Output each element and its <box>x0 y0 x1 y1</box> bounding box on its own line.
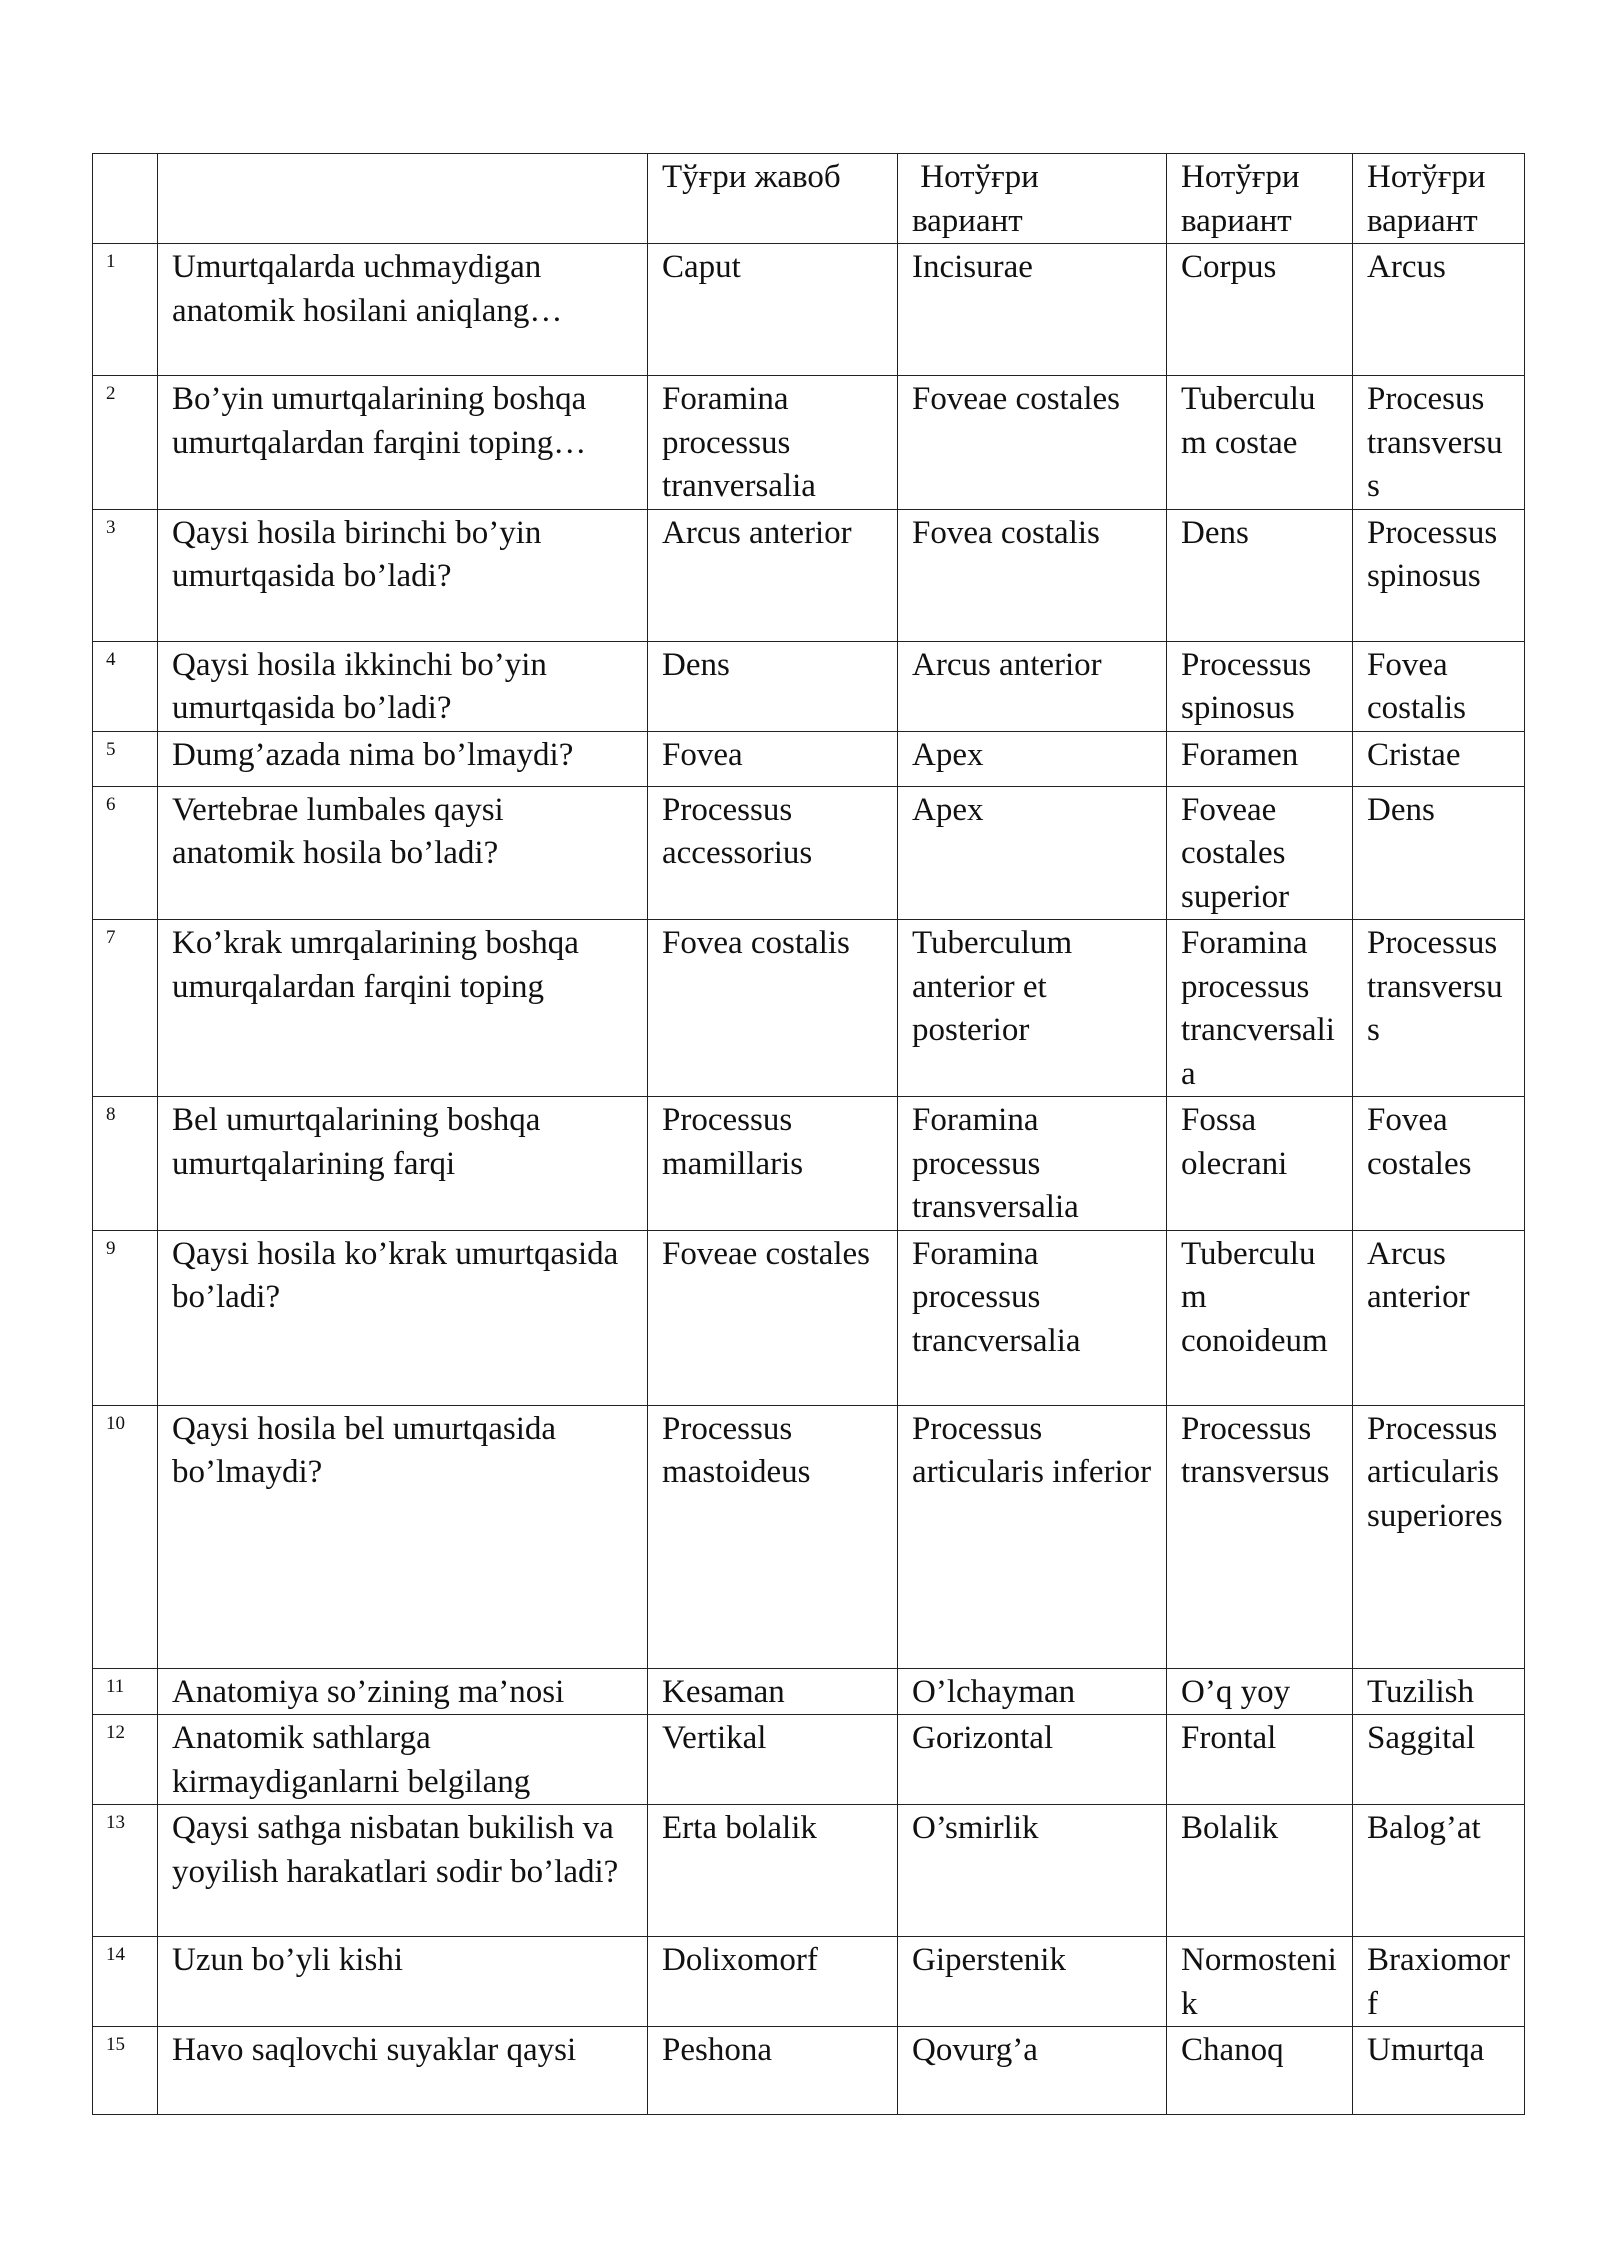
row-number: 14 <box>93 1937 158 2027</box>
wrong-answer-cell-3: Processus spinosus <box>1353 509 1525 641</box>
wrong-answer-cell-1: Foveae costales <box>898 376 1167 510</box>
correct-answer-cell: Caput <box>648 244 898 376</box>
table-row <box>93 1937 1525 2027</box>
question-cell: Umurtqalarda uchmaydigan anatomik hosilani aniqlang… <box>158 244 648 376</box>
question-cell: Qaysi hosila bel umurtqasida bo’lmaydi? <box>158 1405 648 1668</box>
correct-answer-cell: Processus mastoideus <box>648 1405 898 1668</box>
row-number: 9 <box>93 1230 158 1405</box>
wrong-answer-cell-1: Foramina processus trancversalia <box>898 1230 1167 1405</box>
header-cell-question <box>158 154 648 244</box>
wrong-answer-cell-3: Processus transversus <box>1353 920 1525 1097</box>
wrong-answer-cell-1: Foramina processus transversalia <box>898 1097 1167 1231</box>
question-cell: Vertebrae lumbales qaysi anatomik hosila bo’ladi? <box>158 786 648 920</box>
correct-answer-cell: Dolixomorf <box>648 1937 898 2027</box>
table-row <box>93 786 1525 920</box>
wrong-answer-cell-3: Dens <box>1353 786 1525 920</box>
wrong-answer-cell-3: Fovea costalis <box>1353 641 1525 731</box>
wrong-answer-cell-2: Fossa olecrani <box>1167 1097 1353 1231</box>
table-row <box>93 1097 1525 1231</box>
wrong-answer-cell-3: Processus articularis superiores <box>1353 1405 1525 1668</box>
correct-answer-cell: Erta bolalik <box>648 1805 898 1937</box>
wrong-answer-cell-1: O’smirlik <box>898 1805 1167 1937</box>
wrong-answer-cell-2: Tuberculum costae <box>1167 376 1353 510</box>
row-number: 10 <box>93 1405 158 1668</box>
correct-answer-cell: Foveae costales <box>648 1230 898 1405</box>
row-number: 11 <box>93 1668 158 1715</box>
wrong-answer-cell-3: Procesus transversus <box>1353 376 1525 510</box>
header-cell-wrong-3: Нотўғри вариант <box>1353 154 1525 244</box>
question-cell: Qaysi hosila birinchi bo’yin umurtqasida bo’ladi? <box>158 509 648 641</box>
wrong-answer-cell-2: Dens <box>1167 509 1353 641</box>
table-row <box>93 244 1525 376</box>
header-cell-number <box>93 154 158 244</box>
correct-answer-cell: Foramina processus tranversalia <box>648 376 898 510</box>
wrong-answer-cell-2: Frontal <box>1167 1715 1353 1805</box>
wrong-answer-cell-1: Tuberculum anterior et posterior <box>898 920 1167 1097</box>
question-cell: Qaysi hosila ko’krak umurtqasida bo’ladi? <box>158 1230 648 1405</box>
wrong-answer-cell-2: Foramina processus trancversalia <box>1167 920 1353 1097</box>
row-number: 5 <box>93 731 158 786</box>
table-row <box>93 641 1525 731</box>
wrong-answer-cell-1: Apex <box>898 786 1167 920</box>
row-number: 6 <box>93 786 158 920</box>
row-number: 4 <box>93 641 158 731</box>
table-row <box>93 1230 1525 1405</box>
wrong-answer-cell-3: Fovea costales <box>1353 1097 1525 1231</box>
wrong-answer-cell-2: Corpus <box>1167 244 1353 376</box>
correct-answer-cell: Kesaman <box>648 1668 898 1715</box>
wrong-answer-cell-3: Balog’at <box>1353 1805 1525 1937</box>
correct-answer-cell: Arcus anterior <box>648 509 898 641</box>
correct-answer-cell: Processus mamillaris <box>648 1097 898 1231</box>
question-cell: Qaysi sathga nisbatan bukilish va yoyilish harakatlari sodir bo’ladi? <box>158 1805 648 1937</box>
wrong-answer-cell-2: Processus spinosus <box>1167 641 1353 731</box>
question-cell: Bel umurtqalarining boshqa umurtqalarining farqi <box>158 1097 648 1231</box>
question-cell: Uzun bo’yli kishi <box>158 1937 648 2027</box>
wrong-answer-cell-1: Qovurg’a <box>898 2027 1167 2115</box>
row-number: 12 <box>93 1715 158 1805</box>
header-row <box>93 154 1525 244</box>
wrong-answer-cell-2: Foramen <box>1167 731 1353 786</box>
row-number: 8 <box>93 1097 158 1231</box>
wrong-answer-cell-1: Apex <box>898 731 1167 786</box>
wrong-answer-cell-1: Giperstenik <box>898 1937 1167 2027</box>
question-cell: Havo saqlovchi suyaklar qaysi <box>158 2027 648 2115</box>
correct-answer-cell: Fovea costalis <box>648 920 898 1097</box>
correct-answer-cell: Fovea <box>648 731 898 786</box>
wrong-answer-cell-3: Tuzilish <box>1353 1668 1525 1715</box>
correct-answer-cell: Processus accessorius <box>648 786 898 920</box>
wrong-answer-cell-3: Saggital <box>1353 1715 1525 1805</box>
wrong-answer-cell-3: Arcus <box>1353 244 1525 376</box>
row-number: 7 <box>93 920 158 1097</box>
table-row <box>93 1715 1525 1805</box>
row-number: 2 <box>93 376 158 510</box>
wrong-answer-cell-3: Umurtqa <box>1353 2027 1525 2115</box>
question-cell: Dumg’azada nima bo’lmaydi? <box>158 731 648 786</box>
wrong-answer-cell-2: Chanoq <box>1167 2027 1353 2115</box>
correct-answer-cell: Peshona <box>648 2027 898 2115</box>
wrong-answer-cell-1: Fovea costalis <box>898 509 1167 641</box>
wrong-answer-cell-2: Processus transversus <box>1167 1405 1353 1668</box>
header-cell-wrong-1: Нотўғри вариант <box>898 154 1167 244</box>
wrong-answer-cell-1: Processus articularis inferior <box>898 1405 1167 1668</box>
wrong-answer-cell-2: Bolalik <box>1167 1805 1353 1937</box>
correct-answer-cell: Dens <box>648 641 898 731</box>
table-row <box>93 1668 1525 1715</box>
wrong-answer-cell-1: Incisurae <box>898 244 1167 376</box>
table-row <box>93 509 1525 641</box>
wrong-answer-cell-3: Braxiomorf <box>1353 1937 1525 2027</box>
row-number: 3 <box>93 509 158 641</box>
question-cell: Anatomiya so’zining ma’nosi <box>158 1668 648 1715</box>
row-number: 13 <box>93 1805 158 1937</box>
header-cell-wrong-2: Нотўғри вариант <box>1167 154 1353 244</box>
header-cell-correct: Тўғри жавоб <box>648 154 898 244</box>
question-cell: Qaysi hosila ikkinchi bo’yin umurtqasida bo’ladi? <box>158 641 648 731</box>
wrong-answer-cell-1: O’lchayman <box>898 1668 1167 1715</box>
table-row <box>93 920 1525 1097</box>
wrong-answer-cell-2: O’q yoy <box>1167 1668 1353 1715</box>
row-number: 15 <box>93 2027 158 2115</box>
table-row <box>93 1405 1525 1668</box>
table-row <box>93 731 1525 786</box>
wrong-answer-cell-1: Gorizontal <box>898 1715 1167 1805</box>
table-row <box>93 1805 1525 1937</box>
wrong-answer-cell-2: Tuberculum conoideum <box>1167 1230 1353 1405</box>
correct-answer-cell: Vertikal <box>648 1715 898 1805</box>
table-row <box>93 2027 1525 2115</box>
table-row <box>93 376 1525 510</box>
wrong-answer-cell-3: Arcus anterior <box>1353 1230 1525 1405</box>
wrong-answer-cell-1: Arcus anterior <box>898 641 1167 731</box>
wrong-answer-cell-3: Cristae <box>1353 731 1525 786</box>
question-cell: Anatomik sathlarga kirmaydiganlarni belgilang <box>158 1715 648 1805</box>
quiz-table <box>92 153 1525 2115</box>
wrong-answer-cell-2: Normostenik <box>1167 1937 1353 2027</box>
row-number: 1 <box>93 244 158 376</box>
question-cell: Ko’krak umrqalarining boshqa umurqalardan farqini toping <box>158 920 648 1097</box>
wrong-answer-cell-2: Foveae costales superior <box>1167 786 1353 920</box>
question-cell: Bo’yin umurtqalarining boshqa umurtqalardan farqini toping… <box>158 376 648 510</box>
